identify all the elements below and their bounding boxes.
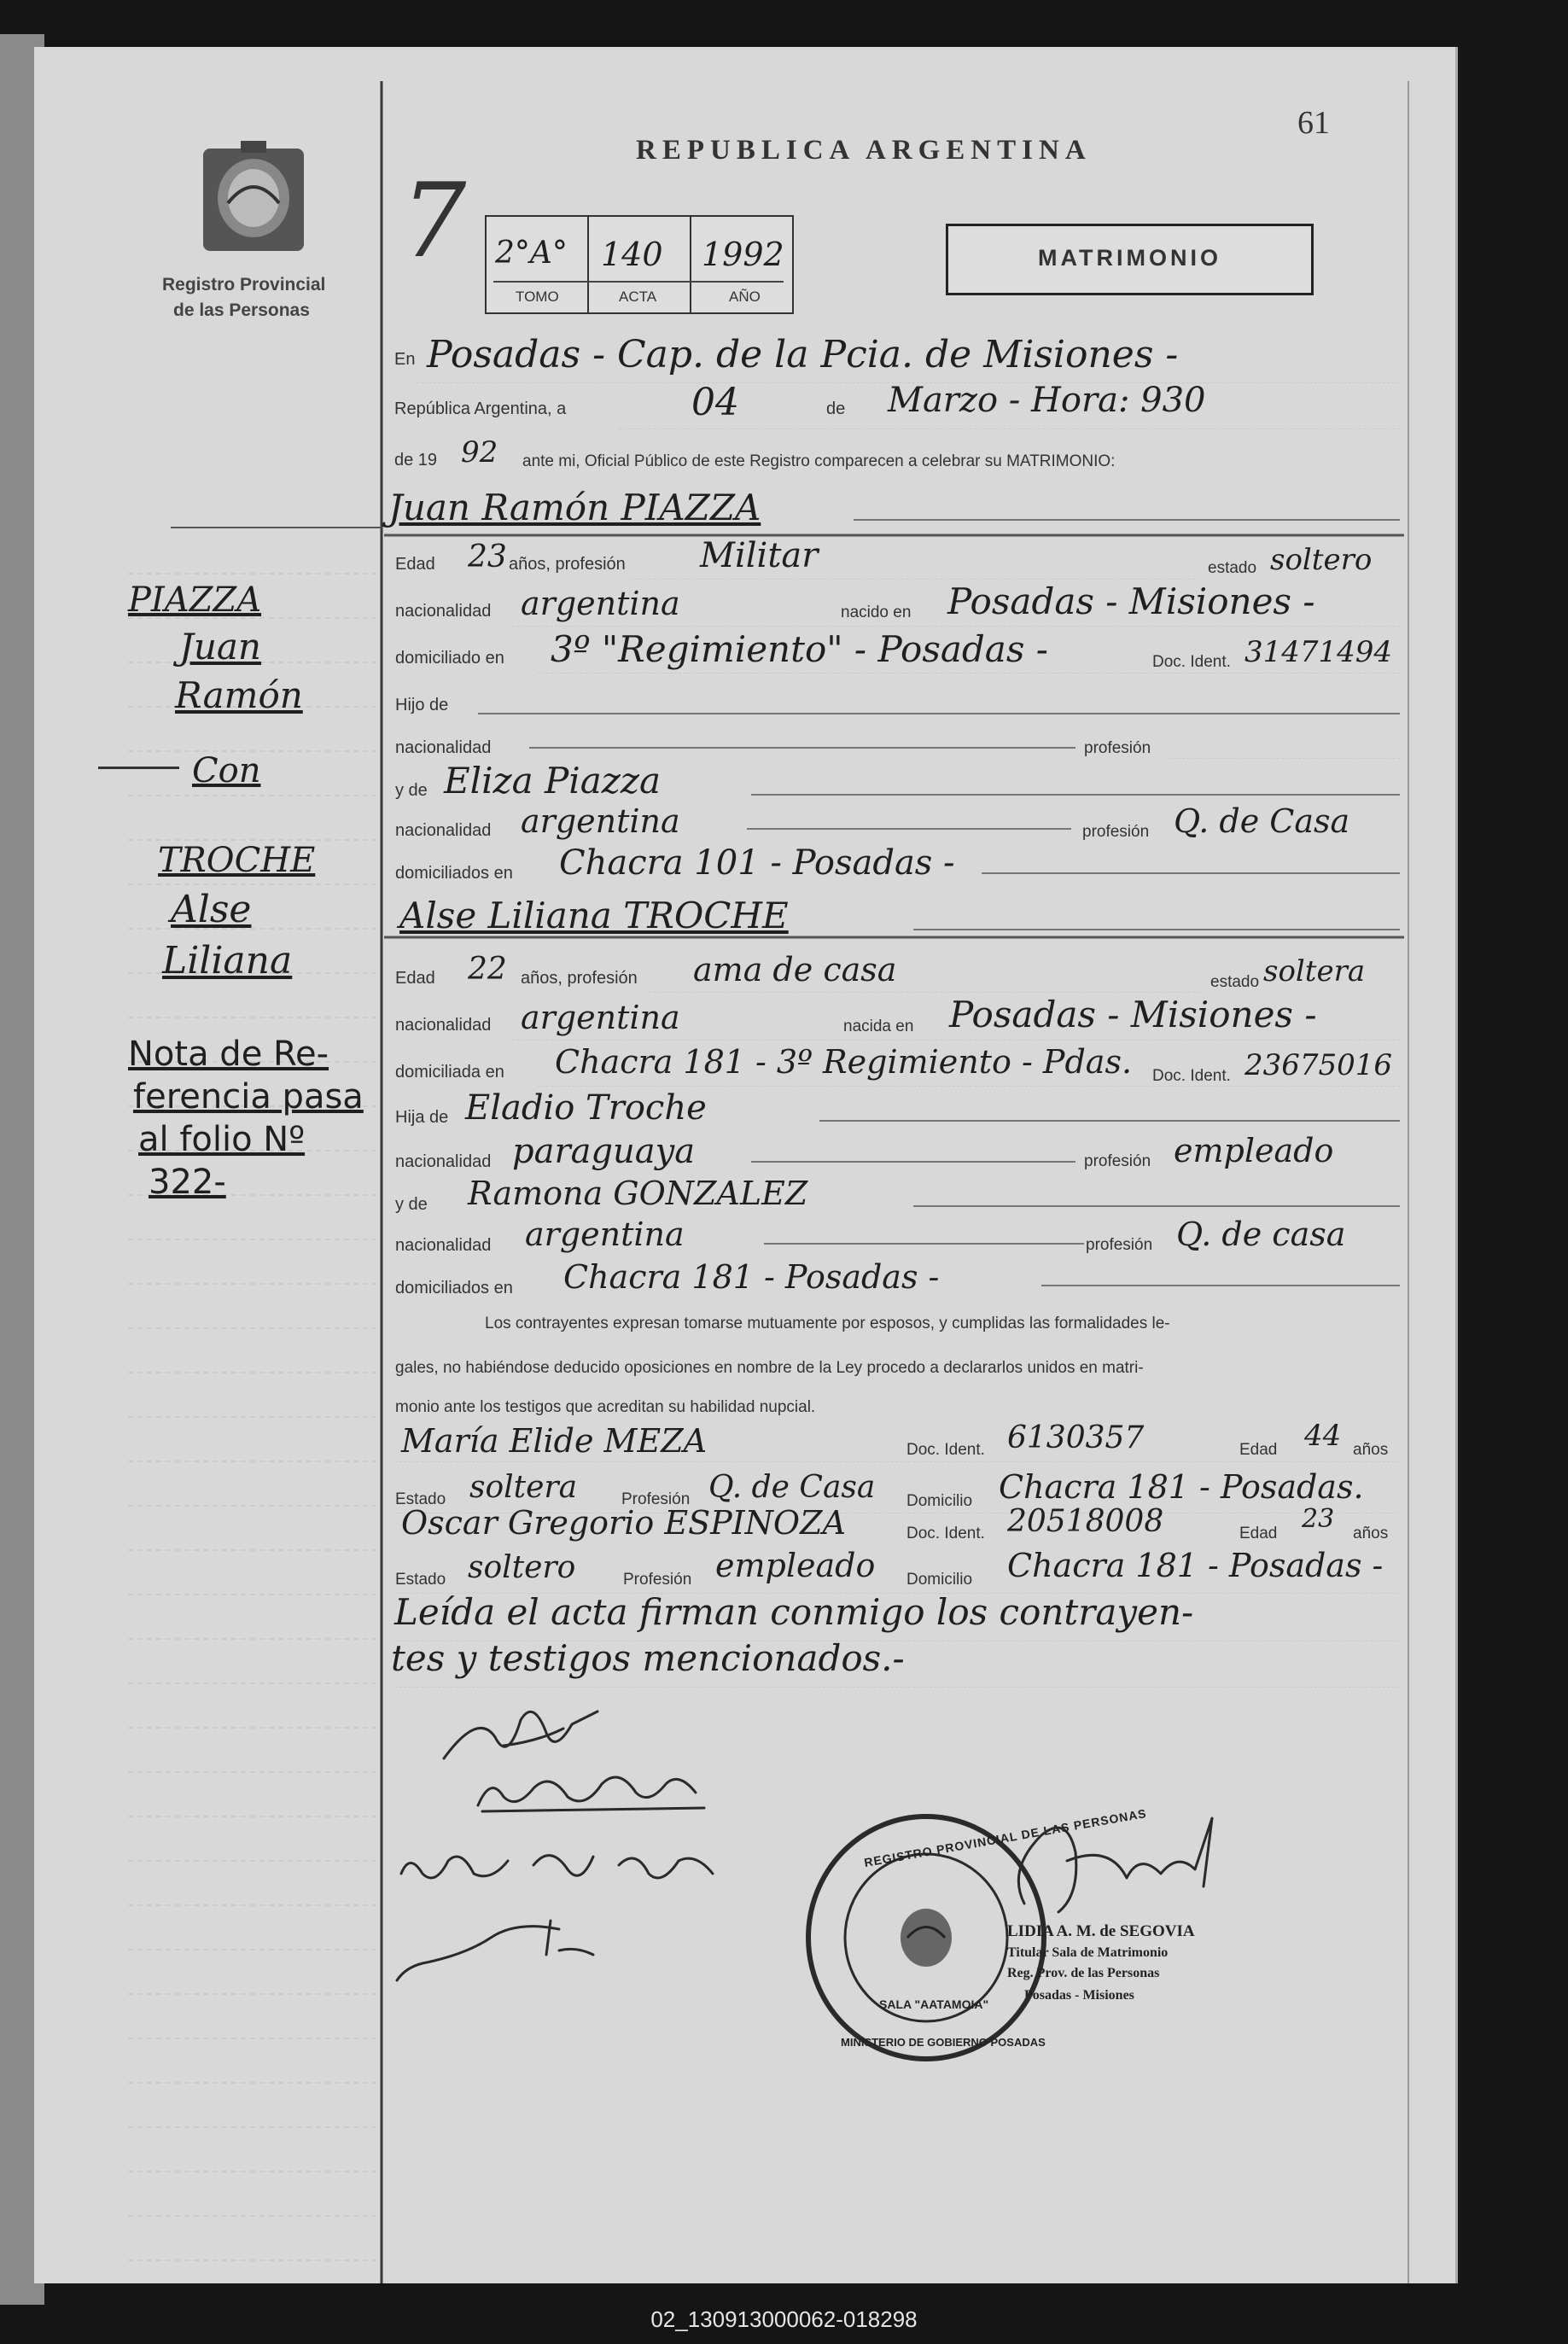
margin-husband-first: Juan	[179, 626, 261, 668]
wife-padres-dom: Chacra 181 - Posadas -	[563, 1258, 940, 1296]
wife-yde-label: y de	[395, 1195, 428, 1214]
closing-line-1: Leída el acta firman conmigo los contrayen-	[394, 1591, 1194, 1633]
place-value: Posadas - Cap. de la Pcia. de Misiones -	[427, 333, 1179, 376]
wife-estado-label: estado	[1210, 973, 1260, 991]
index-mark: 7	[401, 162, 467, 281]
stamp-inner-text: SALA "AATAMOIA"	[879, 1997, 989, 2011]
witness1-dom-label: Domicilio	[906, 1492, 973, 1510]
official-title: Titular Sala de Matrimonio	[1007, 1945, 1169, 1960]
margin-note	[128, 1033, 376, 1204]
wife-padre: Eladio Troche	[465, 1088, 707, 1128]
wife-edad-label: Edad	[395, 969, 435, 988]
margin-wife-first: Alse	[171, 888, 252, 931]
witness2-estado: soltero	[468, 1550, 576, 1585]
witness2-profesion: empleado	[715, 1547, 876, 1584]
husband-name: Juan Ramón PIAZZA	[388, 487, 761, 528]
witness2-anos-label: años	[1353, 1525, 1389, 1542]
de-label: de	[826, 399, 846, 418]
note-line-1: Nota de Re-	[128, 1035, 329, 1074]
wife-nacida-en: Posadas - Misiones -	[949, 994, 1317, 1035]
husband-padre-prof-label: profesión	[1084, 739, 1151, 757]
anio-value: 1992	[702, 236, 784, 273]
husband-nacido-label: nacido en	[841, 603, 912, 621]
husband-anos-label: años, profesión	[509, 555, 626, 574]
husband-padres-dom: Chacra 101 - Posadas -	[559, 843, 955, 883]
tomo-value: 2°A°	[495, 236, 568, 271]
acta-label: ACTA	[619, 289, 657, 305]
wife-nac-label: nacionalidad	[395, 1016, 492, 1035]
wife-padre-prof: empleado	[1174, 1132, 1334, 1169]
wife-padres-dom-label: domiciliados en	[395, 1279, 513, 1297]
witness1-edad-label: Edad	[1239, 1441, 1278, 1459]
wife-madre-nac-label: nacionalidad	[395, 1236, 492, 1255]
margin-wife-surname: TROCHE	[158, 841, 316, 880]
official-location: Posadas - Misiones	[1024, 1988, 1134, 2003]
registry-name-line-1: Registro Provincial	[162, 275, 326, 294]
husband-yde-label: y de	[395, 781, 428, 800]
witness2-dom-label: Domicilio	[906, 1571, 973, 1589]
closing-line-2: tes y testigos mencionados.-	[391, 1637, 905, 1679]
en-label: En	[394, 350, 416, 369]
wife-padre-nac-label: nacionalidad	[395, 1152, 492, 1171]
husband-madre-prof: Q. de Casa	[1174, 802, 1350, 840]
note-line-3: al folio Nº	[138, 1120, 306, 1159]
wife-madre-prof-label: profesión	[1086, 1236, 1153, 1254]
wife-dom-label: domiciliada en	[395, 1063, 504, 1082]
stamp-bottom-text: MINISTERIO DE GOBIERNO POSADAS	[841, 2036, 1046, 2049]
wife-padre-nac: paraguaya	[512, 1132, 696, 1171]
witness2-doc: 20518008	[1007, 1504, 1164, 1539]
wife-edad: 22	[468, 952, 507, 987]
wife-estado: soltera	[1263, 954, 1366, 988]
wife-madre: Ramona GONZALEZ	[468, 1175, 808, 1212]
coat-of-arms-icon	[198, 137, 309, 256]
husband-nacido-en: Posadas - Misiones -	[947, 580, 1315, 622]
year-suffix: 92	[461, 435, 498, 469]
note-line-4: 322-	[149, 1163, 226, 1202]
husband-madre: Eliza Piazza	[444, 760, 662, 802]
witness1-estado: soltera	[469, 1470, 578, 1505]
signature-witness1	[388, 1827, 747, 1904]
husband-madre-nac: argentina	[521, 802, 680, 840]
note-line-2: ferencia pasa	[133, 1077, 364, 1117]
signature-official	[990, 1801, 1246, 1929]
day-value: 04	[691, 381, 739, 424]
witness1-edad: 44	[1304, 1419, 1342, 1453]
husband-doc: 31471494	[1244, 635, 1393, 669]
wife-domicilio: Chacra 181 - 3º Regimiento - Pdas.	[555, 1043, 1133, 1081]
tomo-label: TOMO	[516, 289, 559, 305]
witness1-anos-label: años	[1353, 1441, 1389, 1459]
witness1-name: María Elide MEZA	[401, 1422, 708, 1460]
margin-wife-second: Liliana	[162, 939, 293, 982]
footer-image-id: 02_130913000062-018298	[650, 2306, 918, 2332]
page-number: 61	[1297, 105, 1330, 141]
husband-nacionalidad: argentina	[521, 585, 680, 622]
husband-estado-label: estado	[1208, 559, 1257, 577]
husband-padres-dom-label: domiciliados en	[395, 864, 513, 883]
official-name: LIDIA A. M. de SEGOVIA	[1007, 1922, 1195, 1940]
witness1-doc-label: Doc. Ident.	[906, 1441, 985, 1459]
stamp-ring-text: REGISTRO PROVINCIAL DE LAS PERSONAS	[863, 1805, 1148, 1870]
wife-profesion: ama de casa	[693, 951, 897, 988]
witness1-doc: 6130357	[1007, 1420, 1145, 1455]
husband-estado: soltero	[1270, 543, 1373, 577]
husband-dom-label: domiciliado en	[395, 649, 504, 668]
wife-doc: 23675016	[1244, 1048, 1393, 1082]
husband-hijo-label: Hijo de	[395, 696, 449, 714]
husband-madre-prof-label: profesión	[1082, 823, 1150, 841]
witness1-domicilio: Chacra 181 - Posadas.	[999, 1468, 1364, 1506]
anio-label: AÑO	[729, 289, 761, 305]
wife-hija-label: Hija de	[395, 1108, 449, 1127]
declaration-line-1: Los contrayentes expresan tomarse mutuamente por esposos, y cumplidas las formalidades le-	[485, 1315, 1170, 1332]
wife-padre-prof-label: profesión	[1084, 1152, 1151, 1170]
wife-madre-nac: argentina	[525, 1216, 685, 1253]
witness2-prof-label: Profesión	[623, 1571, 692, 1589]
margin-con-dash	[98, 767, 179, 769]
country-heading: REPUBLICA ARGENTINA	[636, 135, 1092, 166]
husband-edad: 23	[468, 539, 507, 574]
margin-husband-surname: PIAZZA	[128, 580, 262, 620]
husband-padre-nac-label: nacionalidad	[395, 738, 492, 757]
official-block	[1007, 1921, 1263, 2008]
witness1-estado-label: Estado	[395, 1490, 446, 1508]
record-reference-box	[485, 215, 794, 314]
witness2-domicilio: Chacra 181 - Posadas -	[1007, 1547, 1384, 1584]
margin-con: Con	[192, 751, 261, 790]
wife-name: Alse Liliana TROCHE	[399, 895, 789, 936]
wife-anos-label: años, profesión	[521, 969, 638, 988]
acta-value: 140	[601, 236, 663, 273]
witness1-prof-label: Profesión	[621, 1490, 691, 1508]
witness2-estado-label: Estado	[395, 1571, 446, 1589]
husband-doc-label: Doc. Ident.	[1152, 653, 1231, 671]
official-registry: Reg. Prov. de las Personas	[1007, 1966, 1160, 1980]
declaration-line-2: gales, no habiéndose deducido oposiciones en nombre de la Ley procedo a declararlos unidos en matri-	[395, 1359, 1144, 1377]
wife-madre-prof: Q. de casa	[1176, 1216, 1346, 1253]
wife-nacida-label: nacida en	[843, 1017, 914, 1035]
year-prefix: de 19	[394, 451, 438, 469]
witness1-profesion: Q. de Casa	[708, 1470, 876, 1505]
witness2-doc-label: Doc. Ident.	[906, 1525, 985, 1542]
witness2-edad-label: Edad	[1239, 1525, 1278, 1542]
month-hour-value: Marzo - Hora: 930	[888, 381, 1206, 420]
husband-profesion: Militar	[700, 536, 819, 575]
act-type-label: MATRIMONIO	[1038, 245, 1221, 271]
registry-name-line-2: de las Personas	[173, 300, 310, 320]
declaration-line-3: monio ante los testigos que acreditan su habilidad nupcial.	[395, 1398, 816, 1416]
husband-madre-nac-label: nacionalidad	[395, 821, 492, 840]
republica-label: República Argentina, a	[394, 399, 567, 418]
witness2-edad: 23	[1302, 1504, 1335, 1534]
intro-statement: ante mi, Oficial Público de este Registro comparecen a celebrar su MATRIMONIO:	[522, 452, 1116, 470]
act-type-box	[946, 224, 1314, 295]
margin-husband-second: Ramón	[175, 674, 303, 716]
husband-domicilio: 3º "Regimiento" - Posadas -	[551, 628, 1048, 670]
wife-nacionalidad: argentina	[521, 999, 680, 1036]
husband-nac-label: nacionalidad	[395, 602, 492, 621]
witness2-name: Oscar Gregorio ESPINOZA	[401, 1504, 846, 1542]
signature-witness2	[388, 1904, 747, 1997]
husband-edad-label: Edad	[395, 555, 435, 574]
signature-wife	[465, 1758, 721, 1827]
wife-doc-label: Doc. Ident.	[1152, 1067, 1231, 1085]
